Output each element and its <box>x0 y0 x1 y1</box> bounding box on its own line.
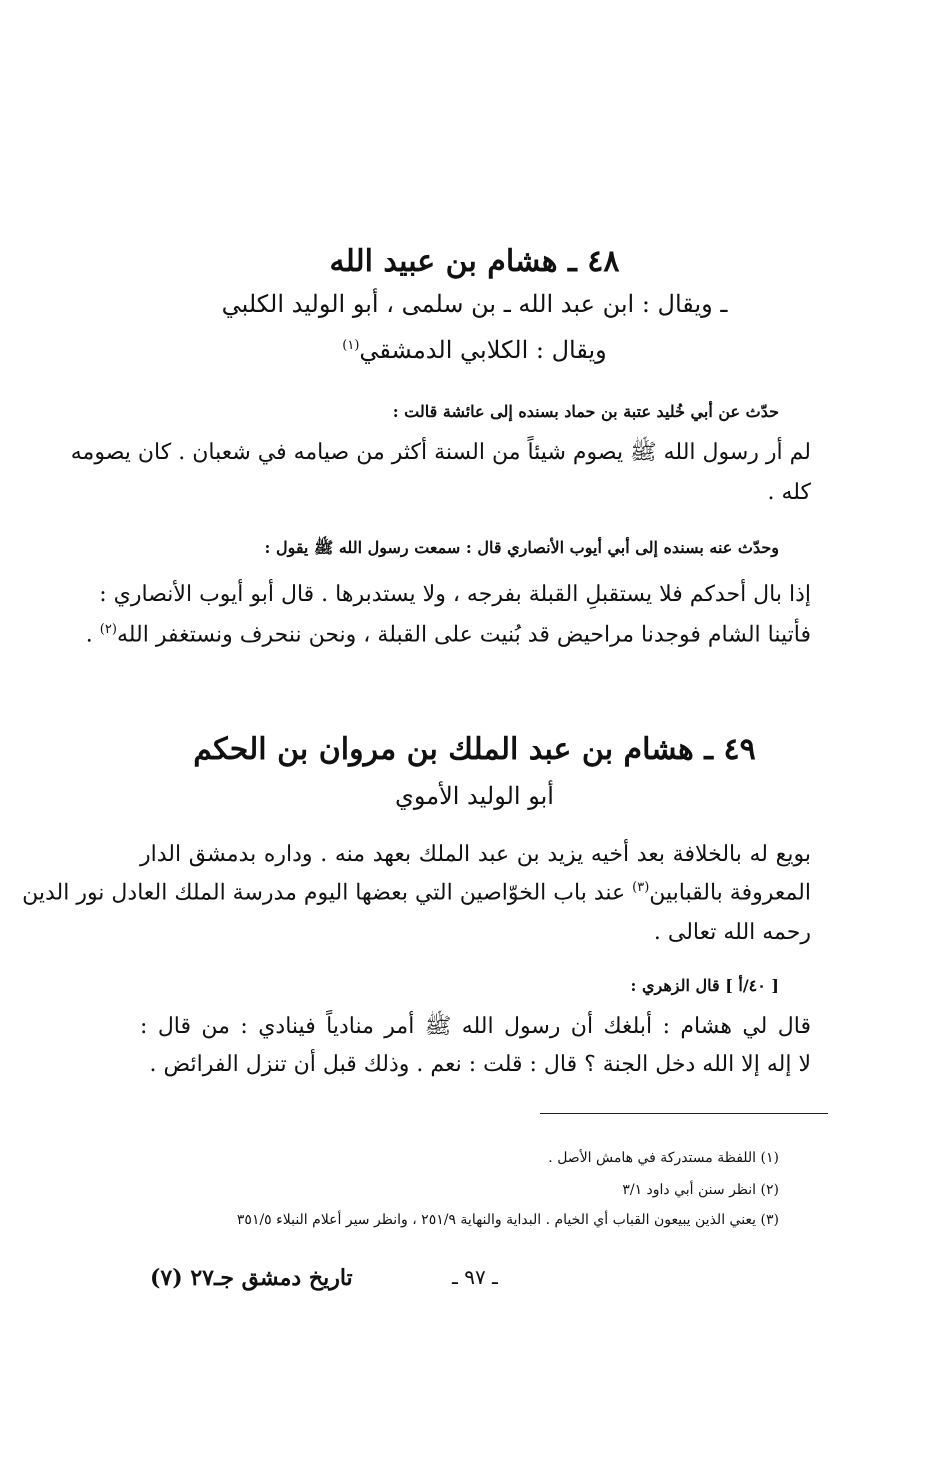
isnad-line: وحدّث عنه بسنده إلى أبي أيوب الأنصاري قال : سمعت رسول الله ﷺ يقول : <box>264 538 779 557</box>
footnote-1: (١) اللفظة مستدركة في هامش الأصل . <box>548 1150 779 1166</box>
paragraph-line: رحمه الله تعالى . <box>653 920 811 945</box>
footnote-marker: (٣) <box>632 880 650 895</box>
footnote-marker: (٢) <box>99 622 117 637</box>
running-footer: تاريخ دمشق جـ٢٧ (٧) <box>150 1265 353 1291</box>
biography-48-title: ٤٨ ـ هشام بن عبيد الله <box>329 244 620 279</box>
hadith-line: إذا بال أحدكم فلا يستقبلِ القبلة بفرجه ، ولا يستدبرها . قال أبو أيوب الأنصاري : <box>99 582 811 607</box>
hadith-line: كله . <box>767 480 811 505</box>
footnote-3: (٣) يعني الذين يبيعون القباب أي الخيام . البداية والنهاية ٢٥١/٩ ، وانظر سير أعلام النبلاء ٣٥١/٥ <box>236 1212 779 1228</box>
hadith-line: لم أر رسول الله ﷺ يصوم شيئاً من السنة أكثر من صيامه في شعبان . كان يصومه <box>70 440 811 465</box>
paragraph-text: المعروفة بالقبابين <box>649 880 811 906</box>
paragraph-text: عند باب الخوّاصين التي بعضها اليوم مدرسة الملك العادل نور الدين <box>22 880 633 906</box>
footnote-2: (٢) انظر سنن أبي داود ٣/١ <box>622 1182 779 1198</box>
biography-48-subtitle: ـ ويقال : ابن عبد الله ـ بن سلمى ، أبو الوليد الكلبي <box>221 290 728 318</box>
footnote-marker: (١) <box>342 338 360 353</box>
paragraph-line: بويع له بالخلافة بعد أخيه يزيد بن عبد الملك بعهد منه . وداره بدمشق الدار <box>140 842 811 867</box>
page-number: ـ ٩٧ ـ <box>452 1265 498 1289</box>
hadith-end: . <box>85 622 100 648</box>
paragraph-line <box>22 880 811 906</box>
footnote-divider <box>540 1113 828 1114</box>
paragraph-line: قال لي هشام : أبلغك أن رسول الله ﷺ أمر منادياً فينادي : من قال : <box>140 1014 812 1039</box>
biography-49-title: ٤٩ ـ هشام بن عبد الملك بن مروان بن الحكم <box>193 732 756 767</box>
hadith-text: فأتينا الشام فوجدنا مراحيض قد بُنيت على القبلة ، ونحن ننحرف ونستغفر الله <box>116 622 811 648</box>
manuscript-reference: [ ٤٠/أ ] قال الزهري : <box>630 976 779 995</box>
paragraph-line: لا إله إلا الله دخل الجنة ؟ قال : قلت : نعم . وذلك قبل أن تنزل الفرائض . <box>149 1052 811 1077</box>
subtitle-text: ويقال : الكلابي الدمشقي <box>359 336 607 364</box>
hadith-line <box>86 622 811 647</box>
biography-49-subtitle: أبو الوليد الأموي <box>395 782 554 810</box>
biography-48-subtitle-2 <box>0 336 949 364</box>
isnad-line: حدّث عن أبي خُليد عتبة بن حماد بسنده إلى عائشة قالت : <box>392 402 779 421</box>
